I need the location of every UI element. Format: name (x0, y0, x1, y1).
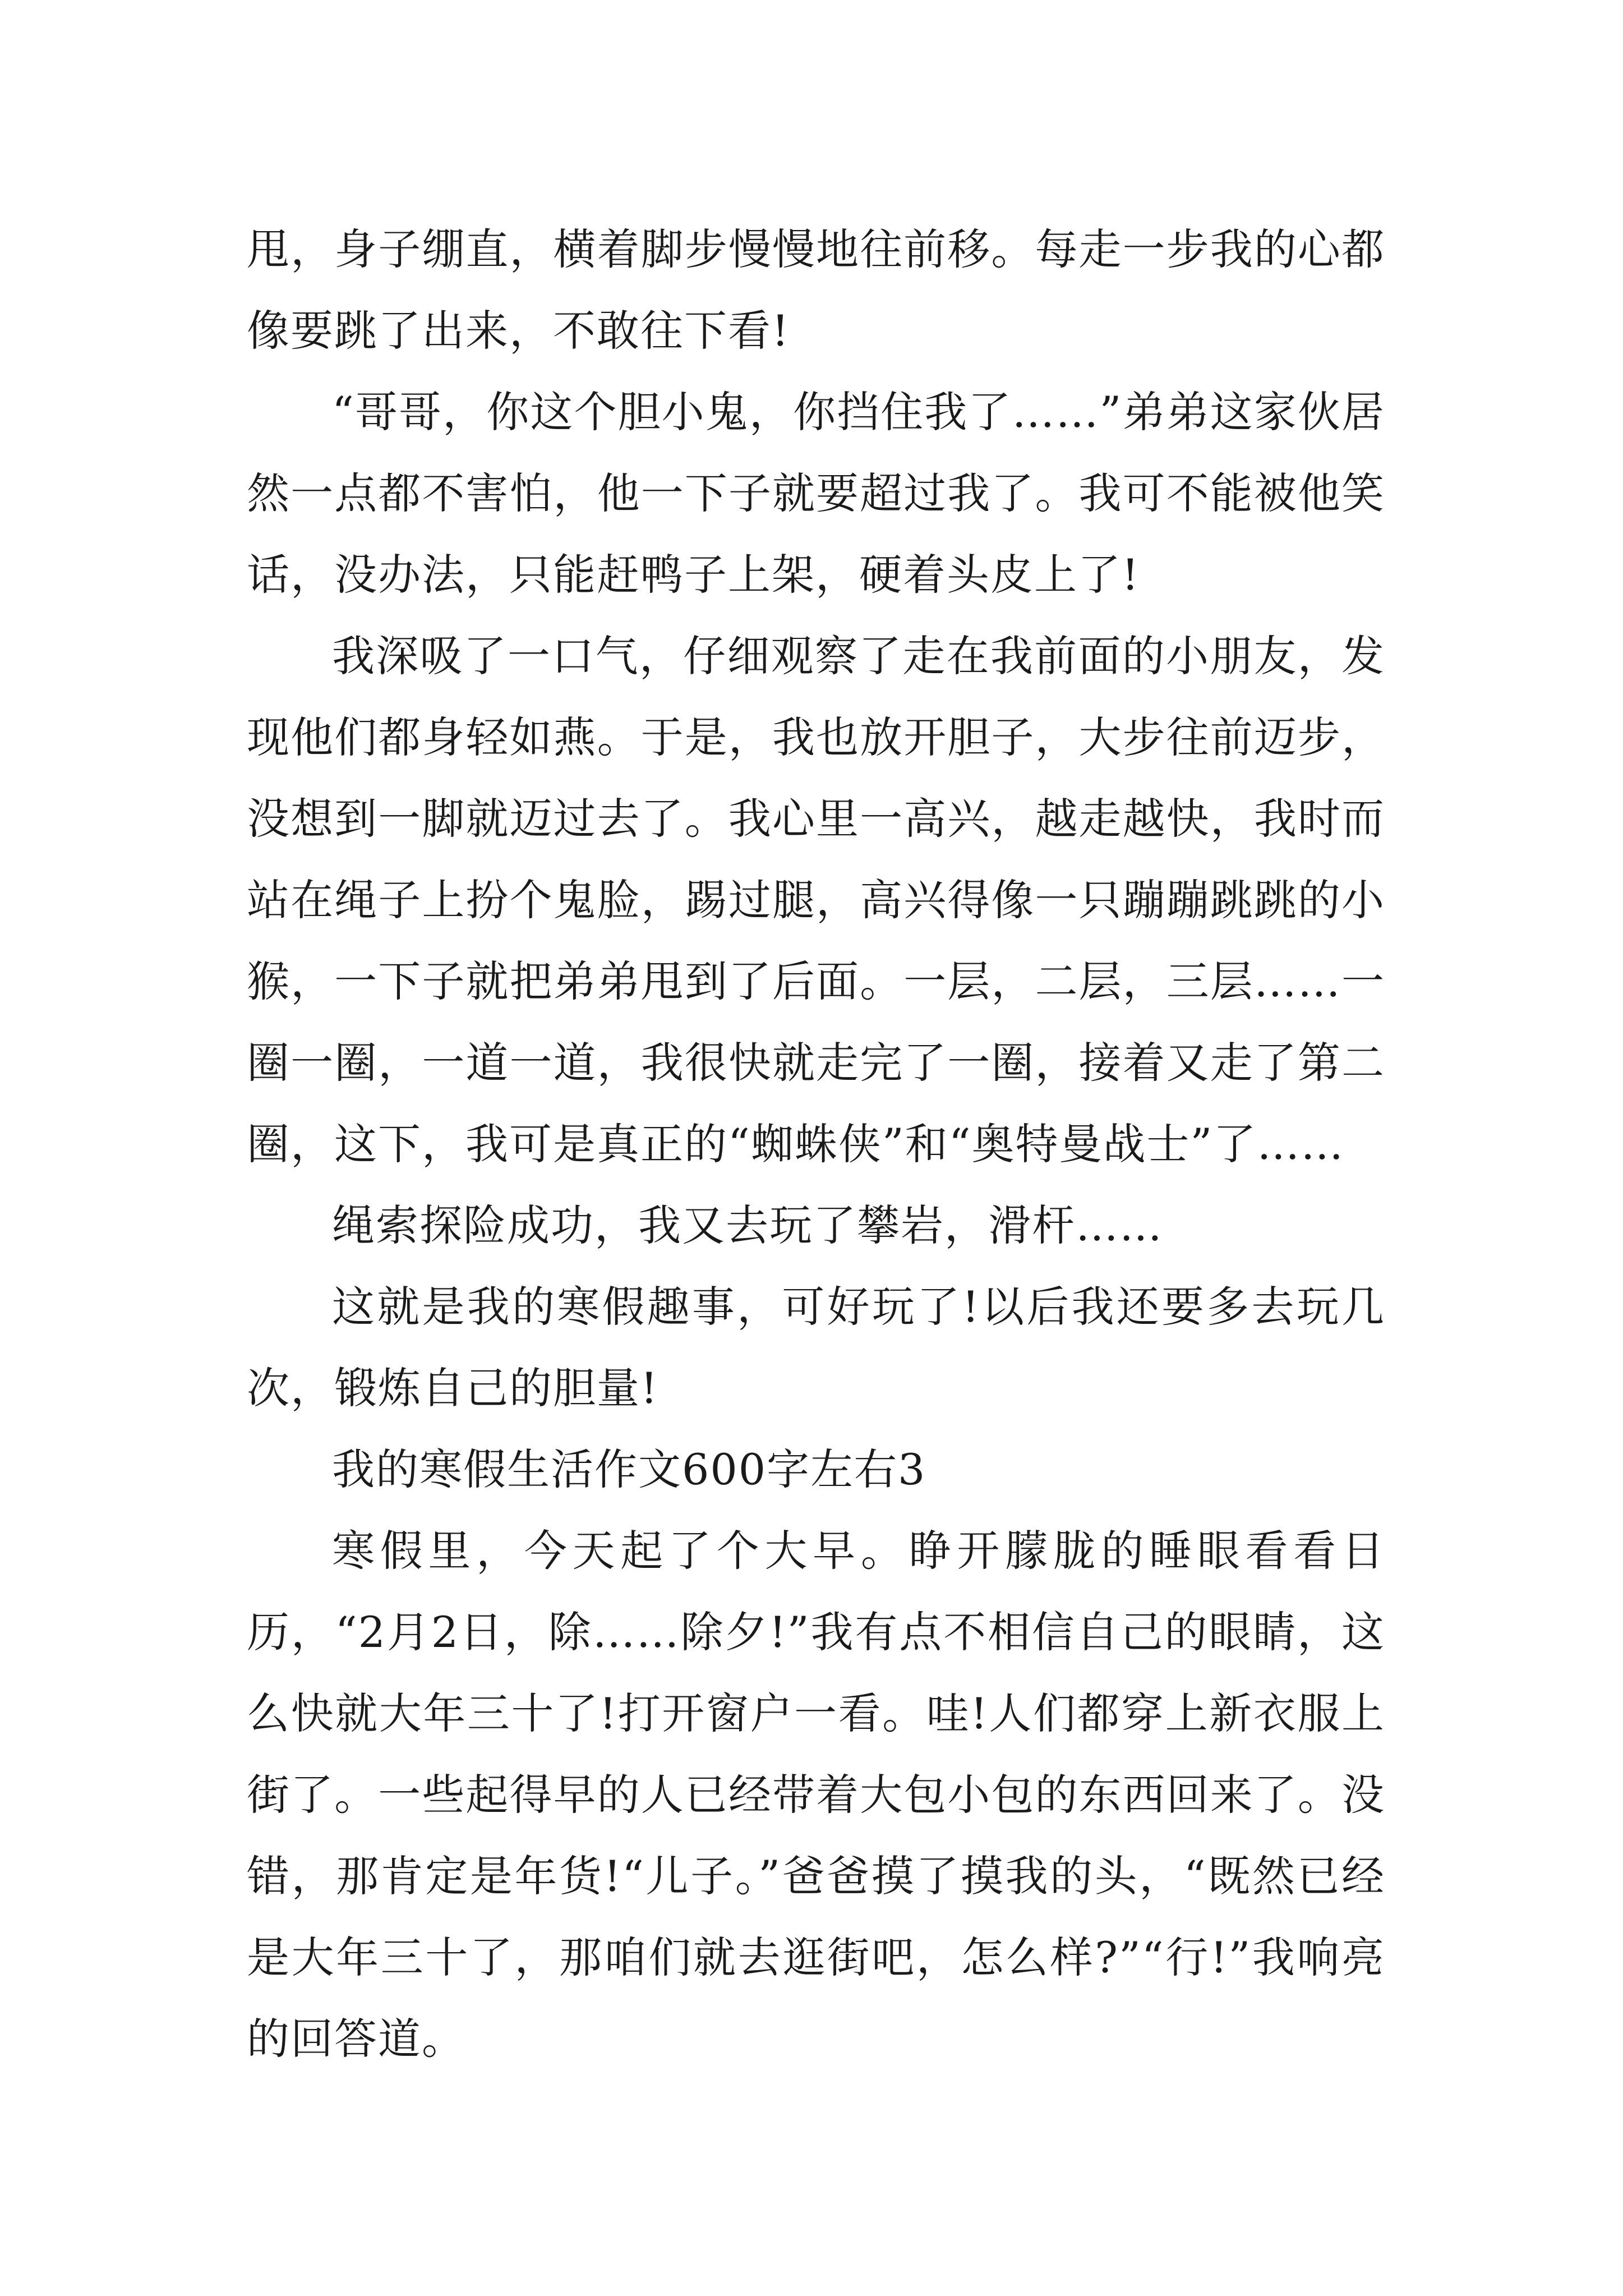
paragraph-rope-walk: 我深吸了一口气，仔细观察了走在我前面的小朋友，发现他们都身轻如燕。于是，我也放开胆子，大步往前迈步，没想到一脚就迈过去了。我心里一高兴，越走越快，我时而站在绳子上扮个鬼脸，踢过腿，高兴得像一只蹦蹦跳跳的小猴，一下子就把弟弟甩到了后面。一层，二层，三层……一圈一圈，一道一道，我很快就走完了一圈，接着又走了第二圈，这下，我可是真正的“蜘蛛侠”和“奥特曼战士”了…… (247, 631, 1385, 1169)
paragraph-new-year-eve: 寒假里，今天起了个大早。睁开朦胧的睡眼看看日历，“2月2日，除……除夕!”我有点不相信自己的眼睛，这么快就大年三十了!打开窗户一看。哇!人们都穿上新衣服上街了。一些起得早的人已经带着大包小包的东西回来了。没错，那肯定是年货!“儿子。”爸爸摸了摸我的头，“既然已经是大年三十了，那咱们就去逛街吧，怎么样?”“行!”我响亮的回答道。 (247, 1526, 1385, 2064)
paragraph-conclusion: 这就是我的寒假趣事，可好玩了!以后我还要多去玩几次，锻炼自己的胆量! (247, 1282, 1385, 1413)
paragraph-climbing: 绳索探险成功，我又去玩了攀岩，滑杆…… (332, 1200, 1163, 1250)
section-title: 我的寒假生活作文600字左右3 (332, 1444, 926, 1494)
document-body (247, 209, 1385, 2079)
paragraph-dialogue: “哥哥，你这个胆小鬼，你挡住我了……”弟弟这家伙居然一点都不害怕，他一下子就要超过我了。我可不能被他笑话，没办法，只能赶鸭子上架，硬着头皮上了! (247, 387, 1385, 600)
paragraph-continuation: 甩，身子绷直，横着脚步慢慢地往前移。每走一步我的心都像要跳了出来，不敢往下看! (247, 224, 1385, 356)
